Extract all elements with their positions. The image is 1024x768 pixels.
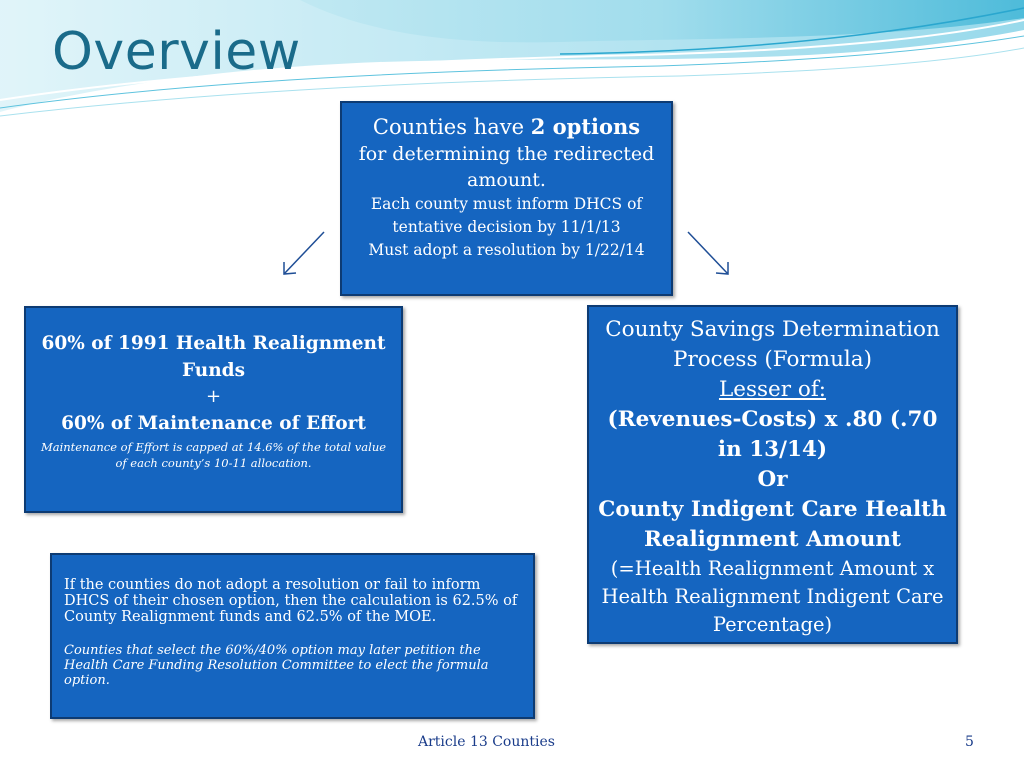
indigent-care-detail: (=Health Realignment Amount x Health Realignment Indigent Care Percentage) (601, 557, 944, 636)
options-count: 2 options (530, 114, 641, 139)
arrow-down-right-icon (682, 228, 736, 280)
lesser-of-label: Lesser of: (718, 377, 827, 402)
indigent-care-option: County Indigent Care Health Realignment Amount (598, 497, 947, 552)
petition-note: Counties that select the 60%/40% option may later petition the Health Care Funding Resolution Committee to elect the formula option. (64, 643, 489, 688)
options-heading-prefix: Counties have (372, 115, 531, 139)
option-two-box (587, 305, 958, 644)
moe-cap-note: Maintenance of Effort is capped at 14.6% of the total value of each county’s 10-11 allocation. (40, 440, 387, 470)
option-one-box (24, 306, 403, 513)
default-option-box (50, 553, 535, 719)
option-one-heading-funds: 60% of 1991 Health Realignment Funds (41, 333, 386, 381)
resolution-deadline-text: Must adopt a resolution by 1/22/14 (368, 241, 645, 259)
inform-deadline-text: Each county must inform DHCS of tentative decision by 11/1/13 (370, 195, 643, 236)
options-heading (350, 113, 663, 141)
options-summary-box (340, 101, 673, 296)
formula-title: County Savings Determination Process (Formula) (605, 317, 940, 372)
or-label: Or (757, 467, 788, 492)
options-subheading: for determining the redirected amount. (358, 143, 655, 191)
slide-title: Overview (52, 22, 301, 82)
option-one-heading-moe: 60% of Maintenance of Effort (61, 413, 366, 434)
footer-title: Article 13 Counties (418, 734, 555, 750)
default-calculation-text: If the counties do not adopt a resolution or fail to inform DHCS of their chosen option, then the calculation is 62.5% of County Realignment funds and 62.5% of the MOE. (64, 577, 518, 625)
page-number: 5 (965, 734, 974, 750)
plus-sign: + (205, 386, 222, 407)
arrow-down-left-icon (276, 228, 330, 280)
formula-expression: (Revenues-Costs) x .80 (.70 in 13/14) (607, 407, 938, 462)
